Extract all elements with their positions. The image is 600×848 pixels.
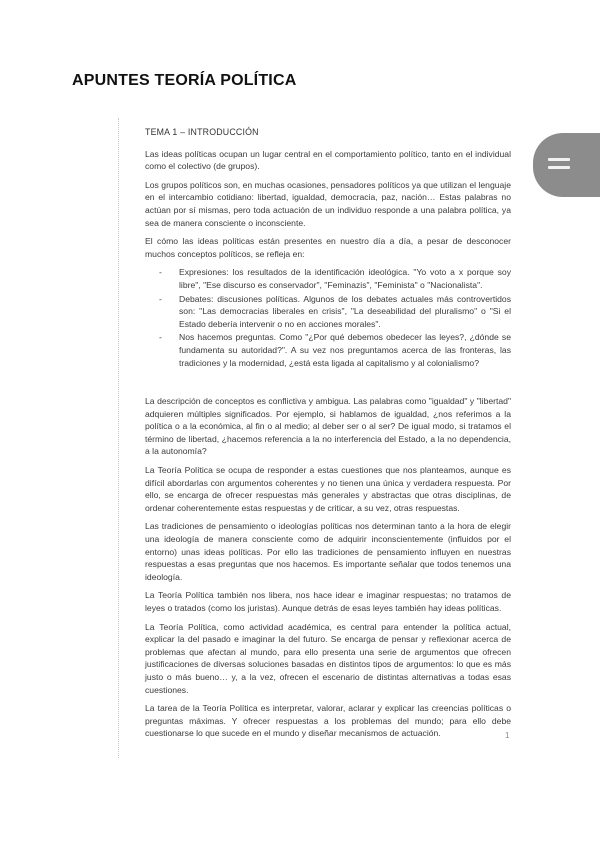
page-number: 1 xyxy=(505,731,510,740)
paragraph-gap xyxy=(145,375,511,395)
section-heading: TEMA 1 – INTRODUCCIÓN xyxy=(145,127,259,137)
paragraph: Las tradiciones de pensamiento o ideologías políticas nos determinan tanto a la hora de elegir una ideología de manera consciente como de adquirir inconscientemente (influidos por el entorno) unas ideas políticas. Por ello las tradiciones de pensamiento influyen en nuestras respuestas a esas preguntas que nos hacemos. Es importante señalar que todos tenemos una ideología. xyxy=(145,521,511,582)
menu-button[interactable] xyxy=(533,133,600,197)
paragraph: La Teoría Política, como actividad académica, es central para entender la política actual, explicar la del pasado e imaginar la del futuro. Se encarga de pensar y reflexionar acerca de problemas que afectan al mundo, para ello presenta una serie de argumentos que ofrecen justificaciones de diversas soluciones basadas en distintos tipos de argumentos: lo que es más justo o más bueno… y, a la vez, ofrecen el escenario de distintas alternativas a todas esas cuestiones. xyxy=(145,621,511,695)
bullet-item: - Nos hacemos preguntas. Como "¿Por qué debemos obedecer las leyes?, ¿dónde se fundamenta su autoridad?". A su vez nos preguntamos acerca de las fronteras, las tradiciones y la modernidad, ¿está esta ligada al capitalismo y al colonialismo? xyxy=(179,331,511,369)
bullet-item: - Expresiones: los resultados de la identificación ideológica. "Yo voto a x porque soy libre", "Ese discurso es conservador", "Feminazis", "Feminista" o "Nacionalista". xyxy=(179,266,511,291)
paragraph: El cómo las ideas políticas están presentes en nuestro día a día, a pesar de desconocer muchos conceptos políticos, se refleja en: xyxy=(145,236,511,259)
paragraph: Las ideas políticas ocupan un lugar central en el comportamiento político, tanto en el individual como el colectivo (de grupos). xyxy=(145,148,511,172)
document-page xyxy=(145,126,511,746)
paragraph: La Teoría Política se ocupa de responder a estas cuestiones que nos planteamos, aunque es difícil abordarlas con argumentos coherentes y no tienen una única y verdadera respuesta. Por ello, se encarga de ofrecer respuestas más generales y abstractas que otras disciplinas, de ordenar coherentemente estas respuestas y de criticar, a su vez, otras respuestas. xyxy=(145,465,511,513)
paragraph: Los grupos políticos son, en muchas ocasiones, pensadores políticos ya que utilizan el lenguaje en el intercambio cotidiano: libertad, igualdad, democracia, paz, nación… Estas palabras no actúan por sí mismas, pero toda actuación de un individuo responde a una palabra política, ya sea de manera consciente o inconsciente. xyxy=(145,179,511,228)
paragraph: La Teoría Política también nos libera, nos hace idear e imaginar respuestas; no tratamos de leyes o tratados (como los juristas). Aunque detrás de esas leyes también hay ideas políticas. xyxy=(145,590,511,613)
bullet-item: - Debates: discusiones políticas. Algunos de los debates actuales más controvertidos son: "Las democracias liberales en crisis", "La deseabilidad del pluralismo" o "Si el Estado debería intervenir o no en acciones morales". xyxy=(179,293,511,331)
page-margin-line xyxy=(118,118,119,758)
paragraph: La tarea de la Teoría Política es interpretar, valorar, aclarar y explicar las creencias políticas o preguntas máximas. Y ofrecer respuestas a los problemas del mundo; para ello debe cuestionarse lo que sucede en el mundo y diseñar mecanismos de actuación. xyxy=(145,703,511,739)
document-title: APUNTES TEORÍA POLÍTICA xyxy=(72,72,297,89)
bullet-list xyxy=(145,266,511,369)
paragraph: La descripción de conceptos es conflictiva y ambigua. Las palabras como "igualdad" y "libertad" adquieren múltiples significados. Por ejemplo, si hablamos de igualdad, ¿nos referimos a la política o a la económica, al fin o al medio; al deber ser o al ser? De igual modo, si tratamos el término de libertad, ¿hacemos referencia a la no interferencia del Estado, a la no dependencia, a la autonomía? xyxy=(145,396,511,457)
